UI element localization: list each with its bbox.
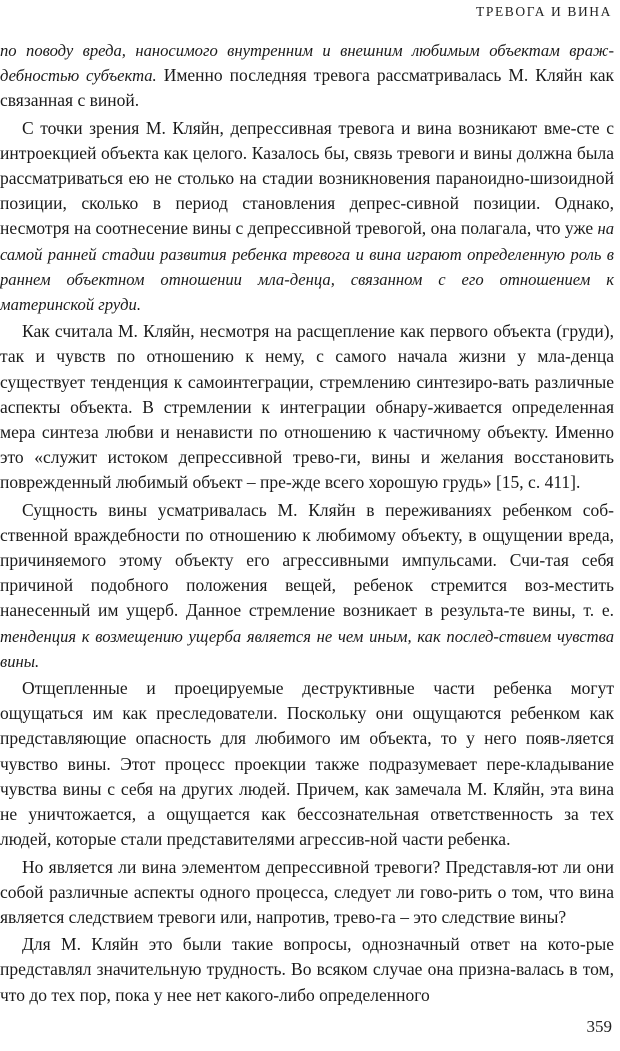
paragraph-4-segment-1: Сущность вины усматривалась М. Кляйн в переживаниях ребенком соб-ственной враждебности по отношению к любимому объекту, в ощущении вреда, причиняемого этому объекту его агрессивными импульсами. Счи-тая себя причиной подобного положения вещей, ребенок стремится воз-местить нанесенный им ущерб. Данное стремление возникает в результа-те вины, т. е.: [0, 499, 614, 621]
paragraph-4: [0, 498, 614, 674]
paragraph-3: [0, 319, 614, 495]
paragraph-2-segment-2: на самой ранней стадии развития ребенка тревога и вина играют определенную роль в раннем объектном отношении мла-денца, связанном с его отношением к материнской груди.: [0, 219, 614, 315]
paragraph-7-segment-1: Для М. Кляйн это были такие вопросы, однозначный ответ на кото-рые представлял значительную трудность. Во всяком случае она призна-валась в том, что до тех пор, пока у нее нет какого-либо определенного: [0, 934, 614, 1005]
paragraph-1-segment-2: Именно последняя тревога рассматривалась М. Кляйн как связанная с виной.: [0, 65, 614, 111]
paragraph-4-segment-2: тенденция к возмещению ущерба является не чем иным, как послед-ствием чувства вины.: [0, 626, 614, 671]
page-number: 359: [586, 1017, 612, 1036]
paragraph-6: [0, 855, 614, 931]
body-text: [0, 38, 614, 1008]
paragraph-7: [0, 932, 614, 1008]
paragraph-1-segment-1: по поводу вреда, наносимого внутренним и внешним любимым объектам враж-дебностью субъекта.: [0, 41, 614, 86]
paragraph-5: [0, 676, 614, 852]
paragraph-3-segment-1: Как считала М. Кляйн, несмотря на расщепление как первого объекта (груди), так и чувств по отношению к нему, с самого начала жизни у мла-денца существует тенденция к самоинтеграции, стремлению синтезиро-вать различные аспекты объекта. В стремлении к интеграции обнару-живается определенная мера синтеза любви и ненависти по отношению к частичному объекту. Именно это «служит истоком депрессивной трево-ги, вины и желания восстановить поврежденный любимый объект – пре-жде всего хорошую грудь» [15, с. 411].: [0, 321, 614, 493]
paragraph-5-segment-1: Отщепленные и проецируемые деструктивные части ребенка могут ощущаться им как преследователи. Поскольку они ощущаются ребенком как представляющие опасность для любимого им объекта, то у него появ-ляется чувство вины. Этот процесс проекции также подразумевает пере-кладывание чувства вины с себя на других людей. Причем, как замечала М. Кляйн, эта вина не уничтожается, а ощущается как бессознательная ответственность за тех людей, которые стали представителями агрессив-ной части ребенка.: [0, 678, 614, 850]
paragraph-6-segment-1: Но является ли вина элементом депрессивной тревоги? Представля-ют ли они собой различные аспекты одного процесса, следует ли гово-рить о том, что вина является следствием тревоги или, напротив, трево-га – это следствие вины?: [0, 856, 614, 927]
paragraph-1: [0, 38, 614, 114]
paragraph-2: [0, 116, 614, 318]
running-head: ТРЕВОГА И ВИНА: [476, 4, 612, 19]
paragraph-2-segment-1: С точки зрения М. Кляйн, депрессивная тревога и вина возникают вме-сте с интроекцией объекта как целого. Казалось бы, связь тревоги и вины должна была рассматриваться ею не столько на стадии возникновения параноидно-шизоидной позиции, сколько в период становления депрес-сивной позиции. Однако, несмотря на соотнесение вины с депрессивной тревогой, она полагала, что уже: [0, 117, 614, 239]
